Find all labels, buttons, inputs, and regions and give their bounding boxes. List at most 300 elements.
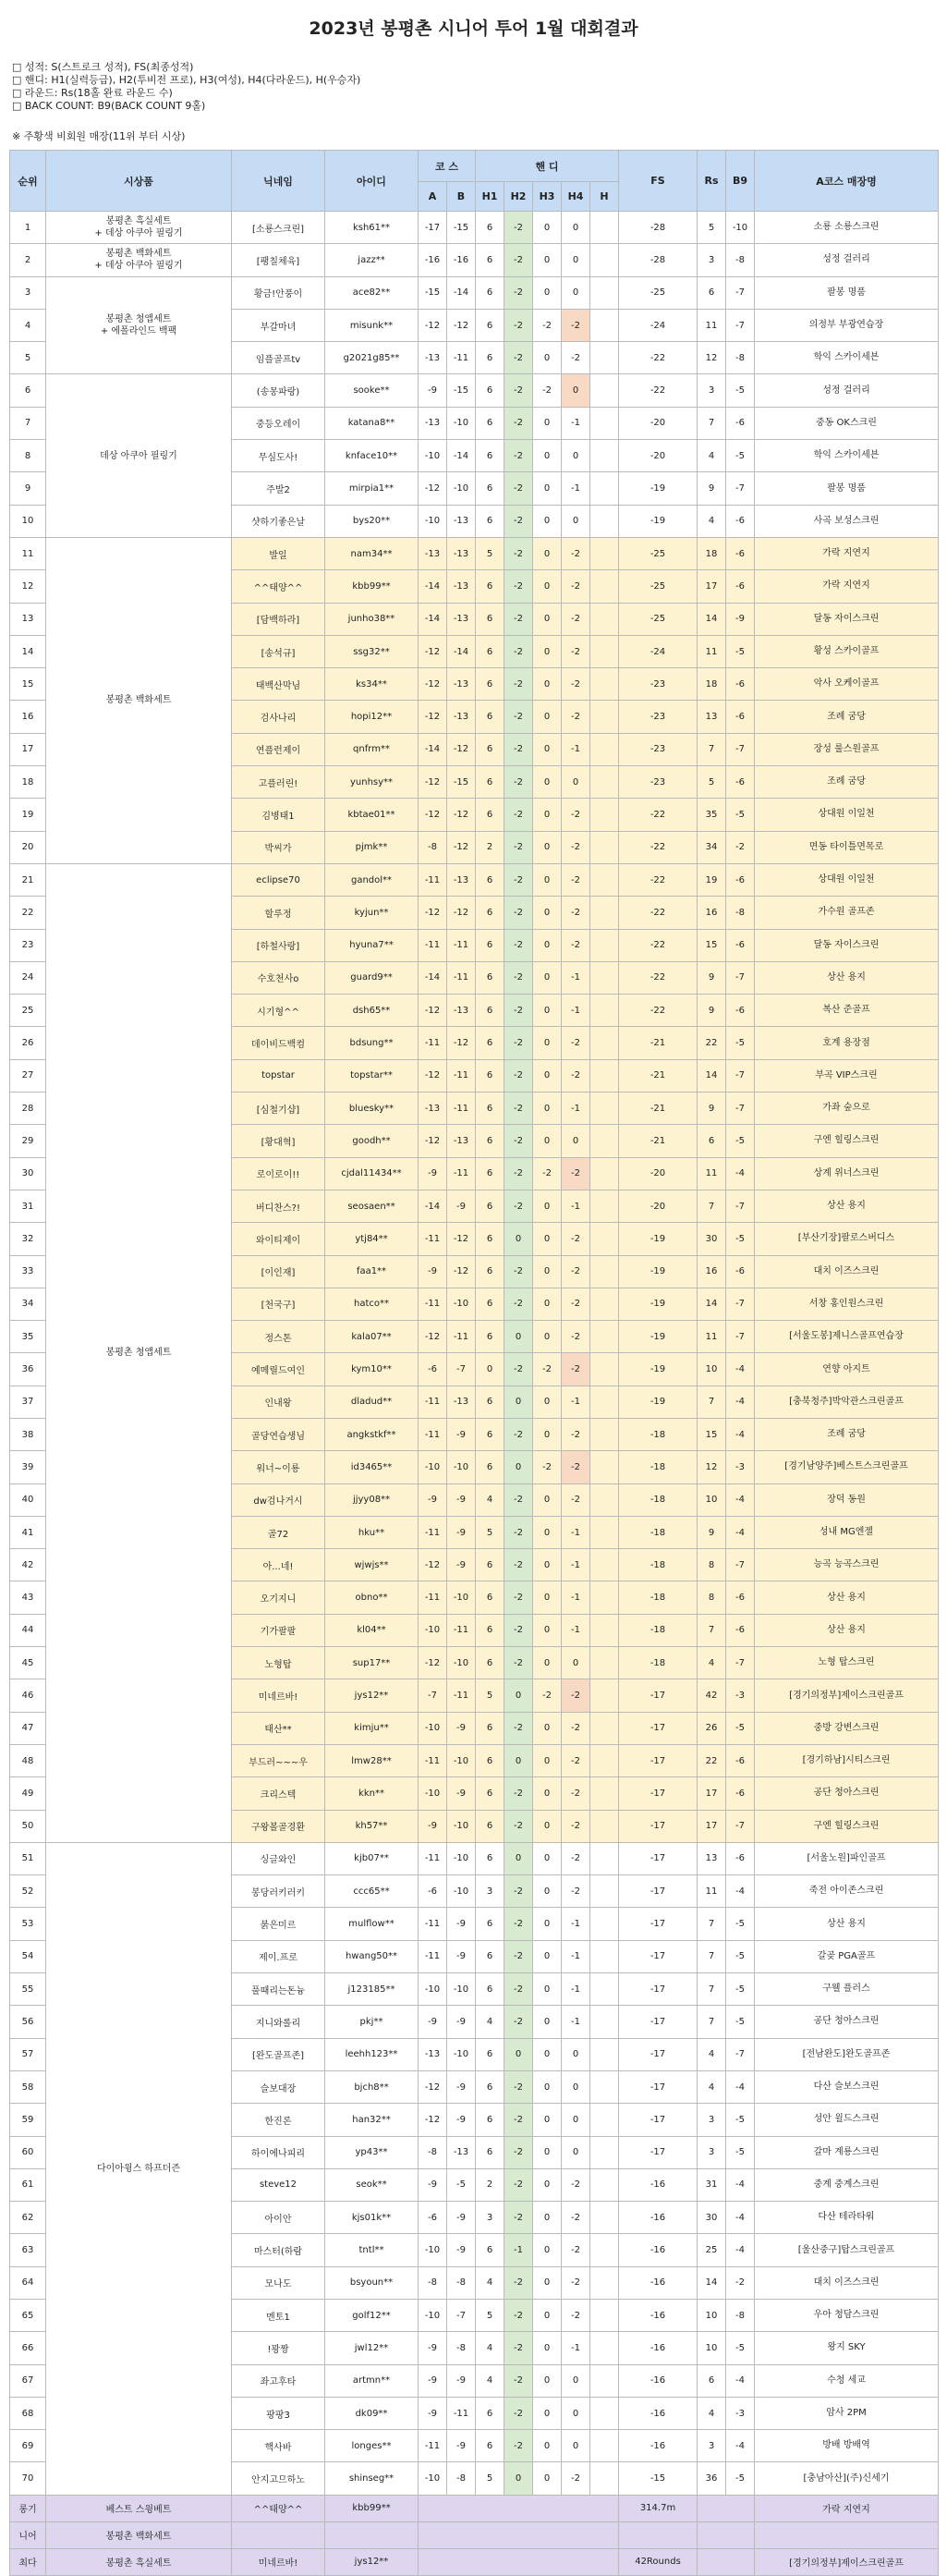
- course-b-cell: -9: [447, 1777, 476, 1810]
- results-table: [9, 150, 939, 2576]
- rank-cell: 58: [10, 2070, 46, 2103]
- store-cell: 중방 강변스크린: [755, 1712, 939, 1744]
- b9-cell: -5: [726, 1125, 755, 1157]
- fs-cell: -19: [619, 1386, 698, 1418]
- fs-cell: -25: [619, 537, 698, 569]
- b9-cell: -7: [726, 276, 755, 309]
- h2-cell: -2: [504, 1418, 533, 1450]
- id-cell: hatco**: [325, 1288, 419, 1320]
- nickname-cell: 김병태1: [232, 799, 325, 831]
- h-cell: [590, 212, 619, 244]
- h-cell: [590, 701, 619, 733]
- h1-cell: 6: [476, 929, 504, 961]
- nickname-cell: 봉당러키러키: [232, 1875, 325, 1908]
- rank-cell: 63: [10, 2234, 46, 2266]
- b9-cell: -7: [726, 733, 755, 765]
- course-a-cell: -9: [419, 1810, 447, 1842]
- course-b-cell: -9: [447, 2234, 476, 2266]
- b9-cell: -6: [726, 505, 755, 537]
- id-cell: hwang50**: [325, 1940, 419, 1972]
- nickname-cell: 버디찬스?!: [232, 1190, 325, 1222]
- store-cell: 성내 MG엔젤: [755, 1516, 939, 1548]
- course-a-cell: -9: [419, 1255, 447, 1288]
- h2-cell: -2: [504, 1581, 533, 1614]
- course-a-cell: -12: [419, 1125, 447, 1157]
- h-cell: [590, 799, 619, 831]
- course-a-cell: -12: [419, 995, 447, 1027]
- h2-cell: -2: [504, 1190, 533, 1222]
- rank-cell: 44: [10, 1614, 46, 1646]
- legend-note: □ 핸디: H1(실력등급), H2(투비전 프로), H3(여성), H4(다라운드), H(우승자): [12, 74, 361, 86]
- nickname-cell: 아...네!: [232, 1549, 325, 1581]
- h2-cell: -2: [504, 635, 533, 667]
- b9-cell: -8: [726, 897, 755, 929]
- h2-cell: -1: [504, 2234, 533, 2266]
- course-b-cell: -9: [447, 2070, 476, 2103]
- store-cell: 구웰 플러스: [755, 1973, 939, 2006]
- rs-cell: 16: [698, 1255, 726, 1288]
- rank-cell: 42: [10, 1549, 46, 1581]
- h2-cell: -2: [504, 1125, 533, 1157]
- header-a: A: [419, 182, 447, 212]
- b9-cell: -4: [726, 1875, 755, 1908]
- rank-cell: 40: [10, 1483, 46, 1516]
- rs-cell: 11: [698, 1321, 726, 1353]
- course-b-cell: -12: [447, 799, 476, 831]
- nickname-cell: 할루정: [232, 897, 325, 929]
- h-cell: [590, 2397, 619, 2429]
- course-a-cell: -9: [419, 2332, 447, 2364]
- h-cell: [590, 440, 619, 472]
- store-cell: 장성 룰스원골프: [755, 733, 939, 765]
- store-cell: 우아 청담스크린: [755, 2300, 939, 2332]
- h1-cell: 6: [476, 2136, 504, 2168]
- fs-cell: -25: [619, 603, 698, 635]
- h1-cell: 5: [476, 537, 504, 569]
- b9-cell: -7: [726, 961, 755, 994]
- store-cell: 상대원 이일천: [755, 799, 939, 831]
- rs-cell: 4: [698, 440, 726, 472]
- award-store-cell: [경기의정부]제이스크린골프: [755, 2548, 939, 2575]
- course-a-cell: -11: [419, 1027, 447, 1059]
- b9-cell: -7: [726, 309, 755, 341]
- rs-cell: 14: [698, 1288, 726, 1320]
- b9-cell: -6: [726, 929, 755, 961]
- course-a-cell: -14: [419, 1190, 447, 1222]
- rank-cell: 53: [10, 1908, 46, 1940]
- nickname-cell: 중등오레이: [232, 407, 325, 439]
- nickname-cell: 샷하기좋은날: [232, 505, 325, 537]
- course-b-cell: -9: [447, 1483, 476, 1516]
- h1-cell: 6: [476, 212, 504, 244]
- course-b-cell: -10: [447, 1288, 476, 1320]
- h3-cell: 0: [533, 2202, 562, 2234]
- nickname-cell: 시기형^^: [232, 995, 325, 1027]
- course-a-cell: -8: [419, 2136, 447, 2168]
- h-cell: [590, 374, 619, 407]
- rs-cell: 7: [698, 407, 726, 439]
- h3-cell: 0: [533, 2332, 562, 2364]
- h3-cell: 0: [533, 1125, 562, 1157]
- h2-cell: -2: [504, 733, 533, 765]
- b9-cell: -7: [726, 2038, 755, 2070]
- fs-cell: -17: [619, 2006, 698, 2038]
- h3-cell: -2: [533, 374, 562, 407]
- b9-cell: -4: [726, 2202, 755, 2234]
- nickname-cell: 검사나리: [232, 701, 325, 733]
- h3-cell: 0: [533, 863, 562, 896]
- h-cell: [590, 1059, 619, 1092]
- h4-cell: -2: [562, 1027, 590, 1059]
- rank-cell: 30: [10, 1157, 46, 1190]
- h1-cell: 6: [476, 244, 504, 276]
- nickname-cell: 구왕볼골경환: [232, 1810, 325, 1842]
- b9-cell: -4: [726, 1157, 755, 1190]
- course-a-cell: -9: [419, 2006, 447, 2038]
- h-cell: [590, 505, 619, 537]
- rs-cell: 10: [698, 1353, 726, 1386]
- header-h4: H4: [562, 182, 590, 212]
- store-cell: 갈곶 PGA골프: [755, 1940, 939, 1972]
- rs-cell: 11: [698, 635, 726, 667]
- h-cell: [590, 2038, 619, 2070]
- h-cell: [590, 995, 619, 1027]
- award-nickname-cell: ^^태양^^: [232, 2495, 325, 2521]
- h2-cell: 0: [504, 1744, 533, 1776]
- id-cell: misunk**: [325, 309, 419, 341]
- fs-cell: -18: [619, 1418, 698, 1450]
- h1-cell: 6: [476, 342, 504, 374]
- store-cell: 성정 걸러리: [755, 244, 939, 276]
- b9-cell: -4: [726, 1386, 755, 1418]
- store-cell: 가락 지연지: [755, 537, 939, 569]
- award-value-cell: [619, 2521, 698, 2548]
- h2-cell: -2: [504, 2104, 533, 2136]
- h1-cell: 4: [476, 2332, 504, 2364]
- id-cell: hyuna7**: [325, 929, 419, 961]
- rs-cell: 12: [698, 342, 726, 374]
- h3-cell: 0: [533, 276, 562, 309]
- store-cell: 가수원 골프존: [755, 897, 939, 929]
- h4-cell: -2: [562, 309, 590, 341]
- h3-cell: 0: [533, 1647, 562, 1679]
- h2-cell: -2: [504, 1777, 533, 1810]
- header-course: 코 스: [419, 151, 476, 182]
- store-cell: 상산 용지: [755, 1614, 939, 1646]
- fs-cell: -23: [619, 766, 698, 799]
- rank-cell: 32: [10, 1223, 46, 1255]
- nickname-cell: 미네르바!: [232, 1679, 325, 1712]
- h3-cell: 0: [533, 537, 562, 569]
- rs-cell: 15: [698, 1418, 726, 1450]
- h3-cell: 0: [533, 1288, 562, 1320]
- h4-cell: 0: [562, 374, 590, 407]
- h3-cell: 0: [533, 1973, 562, 2006]
- h1-cell: 4: [476, 2006, 504, 2038]
- h2-cell: -2: [504, 570, 533, 603]
- h4-cell: -2: [562, 635, 590, 667]
- h4-cell: -2: [562, 2168, 590, 2201]
- h3-cell: 0: [533, 1255, 562, 1288]
- rank-cell: 14: [10, 635, 46, 667]
- rank-cell: 13: [10, 603, 46, 635]
- rs-cell: 11: [698, 1875, 726, 1908]
- store-cell: 중동 OK스크린: [755, 407, 939, 439]
- nickname-cell: 기가팔팔: [232, 1614, 325, 1646]
- nickname-cell: 무심도사!: [232, 440, 325, 472]
- h-cell: [590, 1712, 619, 1744]
- h2-cell: -2: [504, 1353, 533, 1386]
- h2-cell: -2: [504, 701, 533, 733]
- store-cell: 달동 자이스크린: [755, 929, 939, 961]
- h4-cell: 0: [562, 766, 590, 799]
- store-cell: 조례 굼당: [755, 1418, 939, 1450]
- store-cell: 달동 자이스크린: [755, 603, 939, 635]
- b9-cell: -4: [726, 2234, 755, 2266]
- fs-cell: -22: [619, 799, 698, 831]
- rs-cell: 13: [698, 1842, 726, 1874]
- fs-cell: -19: [619, 1288, 698, 1320]
- h-cell: [590, 2462, 619, 2495]
- h-cell: [590, 2234, 619, 2266]
- h4-cell: -2: [562, 701, 590, 733]
- fs-cell: -16: [619, 2168, 698, 2201]
- h3-cell: 0: [533, 570, 562, 603]
- h4-cell: -1: [562, 1908, 590, 1940]
- course-a-cell: -12: [419, 766, 447, 799]
- h1-cell: 6: [476, 1712, 504, 1744]
- h4-cell: -1: [562, 1973, 590, 2006]
- id-cell: kyjun**: [325, 897, 419, 929]
- rank-cell: 4: [10, 309, 46, 341]
- h3-cell: 0: [533, 1614, 562, 1646]
- course-a-cell: -9: [419, 1157, 447, 1190]
- store-cell: [서울노원]파인골프: [755, 1842, 939, 1874]
- h4-cell: -1: [562, 961, 590, 994]
- course-a-cell: -15: [419, 276, 447, 309]
- course-a-cell: -9: [419, 2397, 447, 2429]
- special-award-row: [10, 2521, 939, 2548]
- h2-cell: -2: [504, 1027, 533, 1059]
- b9-cell: -5: [726, 2332, 755, 2364]
- fs-cell: -22: [619, 897, 698, 929]
- store-cell: [경기의정부]제이스크린골프: [755, 1679, 939, 1712]
- fs-cell: -25: [619, 276, 698, 309]
- h3-cell: 0: [533, 1744, 562, 1776]
- h3-cell: 0: [533, 1842, 562, 1874]
- award-prize-cell: 베스트 스윙베트: [46, 2495, 232, 2521]
- store-cell: 부곡 VIP스크린: [755, 1059, 939, 1092]
- rank-cell: 22: [10, 897, 46, 929]
- h3-cell: 0: [533, 831, 562, 863]
- id-cell: ytj84**: [325, 1223, 419, 1255]
- id-cell: bsyoun**: [325, 2266, 419, 2299]
- h2-cell: 0: [504, 1842, 533, 1874]
- h4-cell: -2: [562, 2234, 590, 2266]
- course-a-cell: -14: [419, 961, 447, 994]
- rank-cell: 54: [10, 1940, 46, 1972]
- store-cell: 성안 윌드스크린: [755, 2104, 939, 2136]
- h3-cell: 0: [533, 440, 562, 472]
- course-b-cell: -13: [447, 668, 476, 701]
- h3-cell: -2: [533, 1353, 562, 1386]
- rs-cell: 7: [698, 1190, 726, 1222]
- nickname-cell: 모나도: [232, 2266, 325, 2299]
- rs-cell: 7: [698, 1386, 726, 1418]
- h1-cell: 6: [476, 897, 504, 929]
- id-cell: longes**: [325, 2430, 419, 2462]
- rs-cell: 7: [698, 1614, 726, 1646]
- rank-cell: 48: [10, 1744, 46, 1776]
- store-cell: 호계 용장점: [755, 1027, 939, 1059]
- b9-cell: -2: [726, 2266, 755, 2299]
- h2-cell: -2: [504, 1483, 533, 1516]
- course-b-cell: -13: [447, 537, 476, 569]
- h2-cell: -2: [504, 2397, 533, 2429]
- nickname-cell: 크리스텍: [232, 1777, 325, 1810]
- fs-cell: -22: [619, 342, 698, 374]
- rs-cell: 10: [698, 2332, 726, 2364]
- h1-cell: 6: [476, 766, 504, 799]
- nickname-cell: dw검나거시: [232, 1483, 325, 1516]
- h-cell: [590, 309, 619, 341]
- id-cell: g2021g85**: [325, 342, 419, 374]
- h1-cell: 3: [476, 1875, 504, 1908]
- h4-cell: -2: [562, 1810, 590, 1842]
- rs-cell: 4: [698, 1647, 726, 1679]
- id-cell: mulflow**: [325, 1908, 419, 1940]
- fs-cell: -21: [619, 1093, 698, 1125]
- store-cell: 황성 스카이골프: [755, 635, 939, 667]
- course-a-cell: -13: [419, 2038, 447, 2070]
- course-b-cell: -11: [447, 1321, 476, 1353]
- id-cell: angkstkf**: [325, 1418, 419, 1450]
- rs-cell: 10: [698, 2300, 726, 2332]
- fs-cell: -17: [619, 1679, 698, 1712]
- rs-cell: 9: [698, 472, 726, 505]
- course-b-cell: -10: [447, 1581, 476, 1614]
- fs-cell: -21: [619, 1059, 698, 1092]
- h1-cell: 6: [476, 2104, 504, 2136]
- id-cell: jys12**: [325, 1679, 419, 1712]
- h4-cell: 0: [562, 2397, 590, 2429]
- h4-cell: -1: [562, 1190, 590, 1222]
- fs-cell: -20: [619, 440, 698, 472]
- course-b-cell: -10: [447, 1647, 476, 1679]
- h3-cell: 0: [533, 1810, 562, 1842]
- store-cell: 장덕 동원: [755, 1483, 939, 1516]
- store-cell: [경기남양주]베스트스크린골프: [755, 1451, 939, 1483]
- store-cell: 왕지 SKY: [755, 2332, 939, 2364]
- fs-cell: -17: [619, 1744, 698, 1776]
- h3-cell: 0: [533, 635, 562, 667]
- h2-cell: -2: [504, 505, 533, 537]
- rs-cell: 11: [698, 309, 726, 341]
- store-cell: 죽전 아이존스크린: [755, 1875, 939, 1908]
- b9-cell: -5: [726, 1027, 755, 1059]
- store-cell: 연향 아지트: [755, 1353, 939, 1386]
- store-cell: 조례 굼당: [755, 701, 939, 733]
- course-b-cell: -11: [447, 1679, 476, 1712]
- course-a-cell: -16: [419, 244, 447, 276]
- rank-cell: 6: [10, 374, 46, 407]
- h1-cell: 6: [476, 1190, 504, 1222]
- course-b-cell: -13: [447, 505, 476, 537]
- h-cell: [590, 472, 619, 505]
- h4-cell: 0: [562, 1125, 590, 1157]
- h-cell: [590, 635, 619, 667]
- fs-cell: -22: [619, 831, 698, 863]
- nickname-cell: 주발2: [232, 472, 325, 505]
- course-b-cell: -12: [447, 309, 476, 341]
- h2-cell: -2: [504, 407, 533, 439]
- rank-cell: 8: [10, 440, 46, 472]
- h3-cell: 0: [533, 407, 562, 439]
- course-b-cell: -8: [447, 2332, 476, 2364]
- h1-cell: 6: [476, 2430, 504, 2462]
- h3-cell: 0: [533, 897, 562, 929]
- h2-cell: -2: [504, 1647, 533, 1679]
- b9-cell: -8: [726, 2300, 755, 2332]
- id-cell: kym10**: [325, 1353, 419, 1386]
- b9-cell: -4: [726, 2070, 755, 2103]
- b9-cell: -5: [726, 2006, 755, 2038]
- b9-cell: -6: [726, 407, 755, 439]
- rank-cell: 10: [10, 505, 46, 537]
- h2-cell: -2: [504, 1059, 533, 1092]
- course-a-cell: -12: [419, 668, 447, 701]
- b9-cell: -5: [726, 2104, 755, 2136]
- h1-cell: 6: [476, 570, 504, 603]
- b9-cell: -6: [726, 863, 755, 896]
- course-b-cell: -9: [447, 1418, 476, 1450]
- h-cell: [590, 603, 619, 635]
- nickname-cell: ^^태양^^: [232, 570, 325, 603]
- nickname-cell: 박씨가: [232, 831, 325, 863]
- h1-cell: 6: [476, 1451, 504, 1483]
- b9-cell: -6: [726, 1614, 755, 1646]
- course-b-cell: -10: [447, 1451, 476, 1483]
- h2-cell: -2: [504, 1516, 533, 1548]
- nickname-cell: 발일: [232, 537, 325, 569]
- h-cell: [590, 2006, 619, 2038]
- b9-cell: -3: [726, 1679, 755, 1712]
- store-cell: 구엔 힐링스크린: [755, 1125, 939, 1157]
- h-cell: [590, 244, 619, 276]
- nickname-cell: 정스톤: [232, 1321, 325, 1353]
- b9-cell: -4: [726, 2430, 755, 2462]
- h3-cell: 0: [533, 1093, 562, 1125]
- course-b-cell: -11: [447, 929, 476, 961]
- rs-cell: 35: [698, 799, 726, 831]
- special-award-row: [10, 2495, 939, 2521]
- store-cell: 공단 청아스크린: [755, 1777, 939, 1810]
- h2-cell: -2: [504, 2006, 533, 2038]
- h2-cell: 0: [504, 2462, 533, 2495]
- h-cell: [590, 1810, 619, 1842]
- rank-cell: 33: [10, 1255, 46, 1288]
- prize-cell: 다이아윙스 하프더즌: [46, 1842, 232, 2495]
- store-cell: 성정 걸러리: [755, 374, 939, 407]
- id-cell: nam34**: [325, 537, 419, 569]
- rs-cell: 17: [698, 1777, 726, 1810]
- course-a-cell: -11: [419, 1516, 447, 1548]
- nickname-cell: 팡팡3: [232, 2397, 325, 2429]
- rs-cell: 3: [698, 374, 726, 407]
- course-a-cell: -12: [419, 309, 447, 341]
- course-a-cell: -14: [419, 733, 447, 765]
- h3-cell: 0: [533, 2300, 562, 2332]
